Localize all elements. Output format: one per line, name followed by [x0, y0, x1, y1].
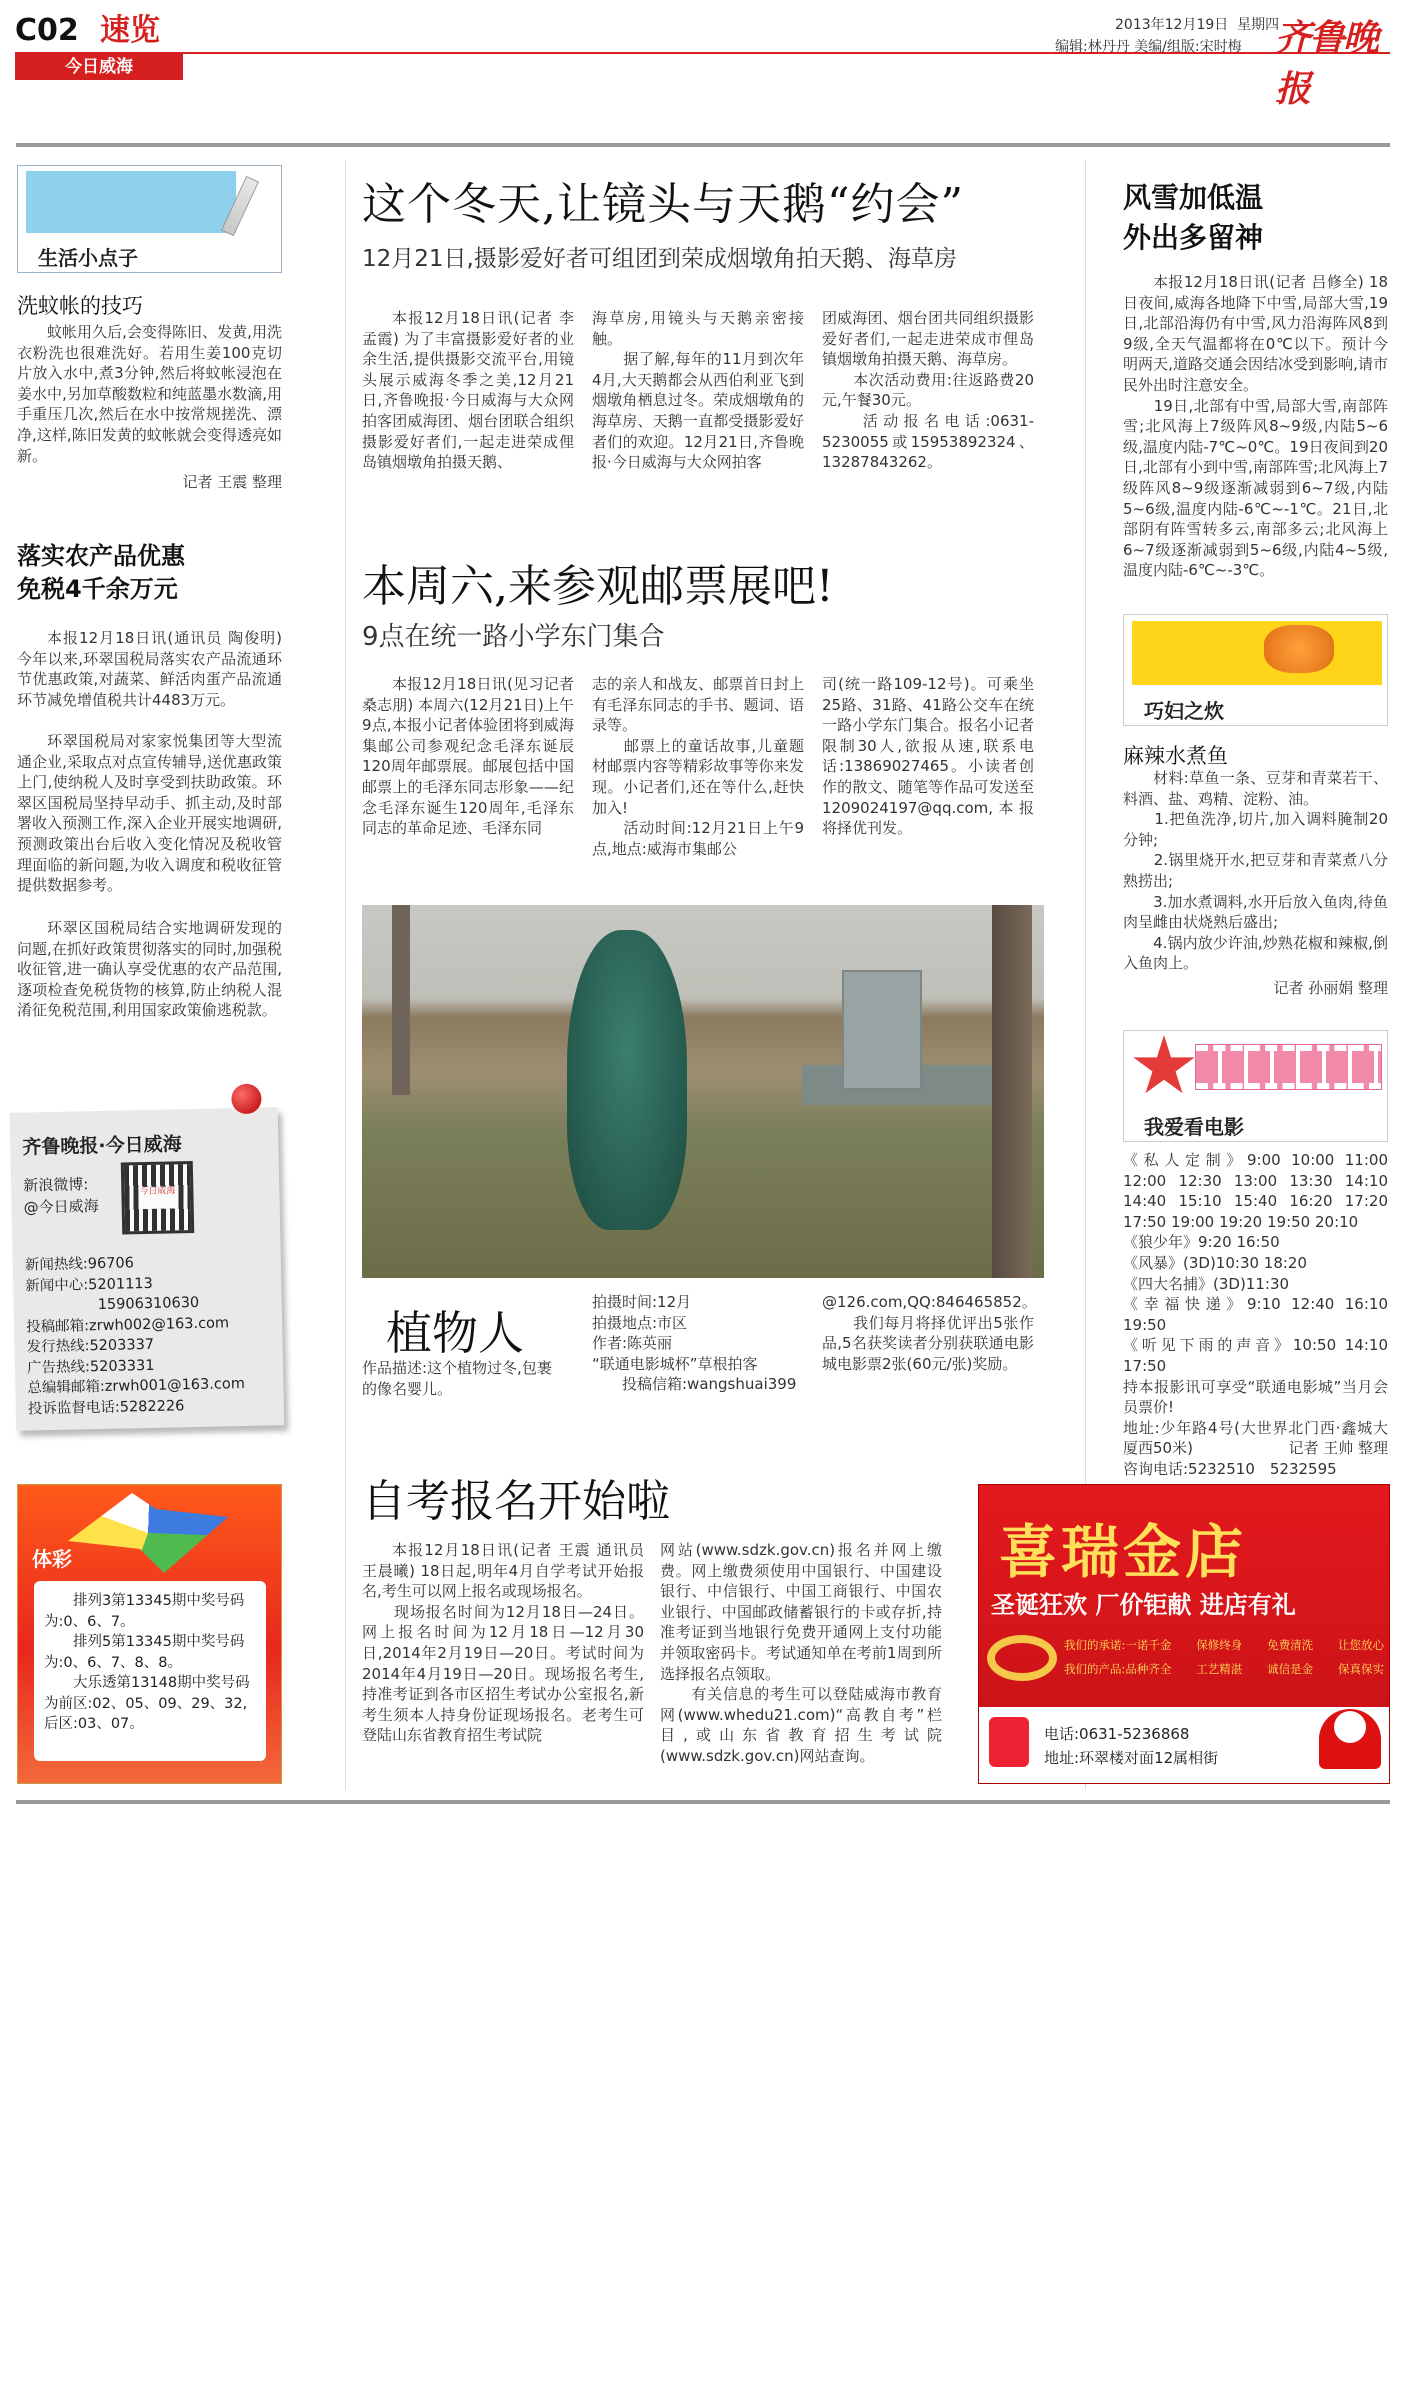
ad-warranty: 保修终身 [1196, 1638, 1243, 1652]
qr-code[interactable] [121, 1161, 194, 1234]
photo-contest: “联通电影城杯”草根拍客 [592, 1354, 758, 1373]
tax-p3: 环翠区国税局结合实地调研发现的问题,在抓好政策贯彻落实的同时,加强税收征管,进一确认享受优惠的农产品范围,逐项检查免税货物的核算,防止纳税人混淆征免税范围,利用国家政策偷逃税款。 [17, 919, 282, 1020]
ad-cleaning: 免费清洗 [1267, 1638, 1314, 1652]
filmstrip-icon [1196, 1045, 1381, 1089]
movie-column-label: 我爱看电影 [1144, 1115, 1244, 1139]
editors: 编辑:林丹丹 美编/组版:宋时梅 [1055, 39, 1242, 55]
contact-line: 总编辑邮箱:zrwh001@163.com [27, 1375, 246, 1397]
tax-p1: 本报12月18日讯(通讯员 陶俊明) 今年以来,环翠国税局落实农产品流通环节优惠政策,对蔬菜、鲜活肉蛋产品流通环节减免增值税共计4483万元。 [17, 629, 282, 709]
subsection-tab: 今日威海 [15, 54, 183, 80]
contact-line: 发行热线:5203337 [26, 1336, 155, 1356]
peanut-icon [1264, 625, 1334, 673]
jewelry-ad[interactable] [978, 1484, 1390, 1784]
ad-row1 [1064, 1637, 1384, 1653]
photo-col3: @126.com,QQ:846465852。 我们每月将择优评出5张作品,5名获奖读者分别获联通电影城电影票2张(60元/张)奖励。 [822, 1293, 1037, 1373]
photo-desc: 作品描述:这个植物过冬,包裹的像名婴儿。 [362, 1359, 552, 1398]
exam-col2: 网站(www.sdzk.gov.cn)报名并网上缴费。网上缴费须使用中国银行、中国建设银行、中信银行、中国工商银行、中国农业银行、中国邮政储蓄银行的卡或存折,持准考证到当地银行免费开通网上支付功能并领取密码卡。考试通知单在考前1周到所选择报名点领取。 有关信息的考生可以登陆威海市教育网(www.whedu21.com)“高教自考”栏目,或山东省教育招生考试院(www.sdzk.gov.cn)网站查询。 [660, 1541, 942, 1765]
ad-assurance: 让您放心 [1338, 1638, 1384, 1652]
weather-body: 本报12月18日讯(记者 吕修全) 18日夜间,威海各地降下中雪,局部大雪,19日,北部沿海仍有中雪,风力沿海阵风8到9级,全天气温都将在0℃以下。预计今明两天,道路交通会因结冰受到影响,请市民外出时注意安全。 19日,北部有中雪,局部大雪,南部阵雪;北风海上7级阵风8~9级,内陆5~6级,温度内陆-7℃~0℃。19日夜间到20日,北部有小到中雪,南部阵雪;北风海上7级阵风8~9级逐渐减弱到6~7级,内陆5~6级,温度内陆-6℃~-1℃。21日,北部阴有阵雪转多云,南部多云;北风海上6~7级逐渐减弱到5~6级,内陆4~5级,温度内陆-6℃~-3℃。 [1123, 273, 1388, 580]
movie-banner [1123, 1030, 1388, 1142]
contact-title: 齐鲁晚报·今日威海 [22, 1133, 182, 1159]
lottery-label: 体彩 [32, 1547, 72, 1571]
stamp-col3: 司(统一路109-12号)。可乘坐25路、31路、41路公交车在统一路小学东门集合。报名小记者限制30人,欲报从速,联系电话:13869027465。小读者创作的散文、随笔等作品可发送至1209024197@qq.com,本报将择优刊发。 [822, 675, 1034, 838]
cook-banner-art [1132, 621, 1382, 685]
tips-banner-art [26, 171, 236, 233]
top-rule [16, 143, 1390, 147]
ad-integrity: 诚信是金 [1267, 1662, 1314, 1676]
ad-promise: 我们的承诺:一诺千金 [1064, 1638, 1172, 1652]
tips-title: 洗蚊帐的技巧 [17, 294, 143, 318]
tax-p2: 环翠国税局对家家悦集团等大型流通企业,采取点对点宣传辅导,送优惠政策上门,使纳税人及时享受到扶助政策。环翠区国税局坚持早动手、抓主动,及时部署收入预测工作,深入企业开展实地调研,预测政策出台后收入变化情况及税收管理面临的新问题,为收入调度和税收征管提供数据参考。 [17, 732, 282, 895]
exam-title: 自考报名开始啦 [362, 1476, 670, 1527]
movie-body: 《私人定制》9:00 10:00 11:00 12:00 12:30 13:00 13:30 14:10 14:40 15:10 15:40 16:20 17:20 17:50 19:00 19:20 19:50 20:10 《狼少年》9:20 16:50 《风暴》(3D)10:30 18:20 《四大名捕》(3D)11:30 《幸福快递》9:10 12:40 16:10 19:50 《听见下雨的声音》10:50 14:10 17:50 持本报影讯可享受“联通电影城”当月会员票价! 地址:少年路4号(大世界北门西·鑫城大厦西50米) 咨询电话:5232510 5232595 [1123, 1151, 1388, 1478]
contact-line: 投诉监督电话:5282226 [27, 1397, 185, 1418]
ad-products: 我们的产品:品种齐全 [1064, 1662, 1172, 1676]
contact-card [10, 1107, 285, 1431]
cook-column-label: 巧妇之炊 [1144, 699, 1224, 723]
photo-email: 投稿信箱:wangshuai399 [622, 1375, 797, 1394]
ad-row2 [1064, 1661, 1384, 1677]
weibo-label: 新浪微博: [23, 1175, 89, 1195]
pushpin-icon [231, 1084, 262, 1115]
qr-label: 今日威海 [138, 1186, 176, 1209]
ad-santa-icon [1319, 1709, 1381, 1769]
ad-craft: 工艺精湛 [1196, 1662, 1243, 1676]
photo-meta [592, 1292, 804, 1395]
photo-tree-right [992, 905, 1032, 1278]
contact-line: 新闻热线:96706 [24, 1255, 135, 1274]
lottery-line: 大乐透第13148期中奖号码为前区:02、05、09、29、32,后区:03、07。 [44, 1675, 250, 1732]
contact-line: 广告热线:5203331 [26, 1357, 155, 1377]
section-name: 速览 [100, 13, 160, 48]
contact-lines [25, 1251, 246, 1420]
page-code: C02 [15, 13, 79, 48]
stamp-col2: 志的亲人和战友、邮票首日封上有毛泽东同志的手书、题词、语录等。 邮票上的童话故事,儿童题材邮票内容等精彩故事等你来发现。小记者们,还在等什么,赶快加入! 活动时间:12月21日上午9点,地点:威海市集邮公 [592, 675, 804, 858]
ad-slogan: 圣诞狂欢 厂价钜献 进店有礼 [991, 1591, 1296, 1619]
stamp-col1: 本报12月18日讯(见习记者 桑志朋) 本周六(12月21日)上午9点,本报小记者体验团将到威海集邮公司参观纪念毛泽东诞辰120周年邮票展。邮展包括中国邮票上的毛泽东同志形象——纪念毛泽东诞生120周年,毛泽东同志的革命足迹、毛泽东同 [362, 675, 574, 838]
cook-banner [1123, 614, 1388, 726]
ad-address: 地址:环翠楼对面12属相街 [1044, 1749, 1219, 1767]
swan-title: 这个冬天,让镜头与天鹅“约会” [362, 179, 964, 230]
plant-photo [362, 905, 1044, 1278]
photo-tree-left [392, 905, 410, 1095]
lottery-box [17, 1484, 282, 1784]
ad-authentic: 保真保实 [1338, 1662, 1384, 1676]
swan-col1: 本报12月18日讯(记者 李孟霞) 为了丰富摄影爱好者的业余生活,提供摄影交流平台,用镜头展示威海冬季之美,12月21日,齐鲁晚报·今日威海与大众网拍客团威海团、烟台团联合组织摄影爱好者们,一起走进荣成俚岛镇烟墩角拍摄天鹅、 [362, 309, 574, 472]
contact-line: 投稿邮箱:zrwh002@163.com [26, 1314, 230, 1336]
weibo-handle: @今日威海 [23, 1197, 99, 1217]
photo-title: 植物人 [386, 1306, 524, 1360]
weather-title: 风雪加低温 外出多留神 [1123, 181, 1264, 254]
photo-time: 拍摄时间:12月 [592, 1293, 692, 1311]
tax-title: 落实农产品优惠 免税4千余万元 [17, 542, 185, 603]
newspaper-logo: 齐鲁晚报 [1275, 17, 1378, 110]
exam-col1: 本报12月18日讯(记者 王震 通讯员 王晨曦) 18日起,明年4月自学考试开始报名,考生可以网上报名或现场报名。 现场报名时间为12月18日—24日。网上报名时间为12月18日—12月30日,2014年2月19日—20日。考试时间为2014年4月19日—20日。现场报名考生,持准考证到各市区招生考试办公室报名,新考生须本人持身份证现场报名。老考生可登陆山东省教育招生考试院 [362, 1541, 644, 1745]
star-icon [1132, 1035, 1196, 1099]
swan-col3: 团威海团、烟台团共同组织摄影爱好者们,一起走进荣成市俚岛镇烟墩角拍摄天鹅、海草房。 本次活动费用:往返路费20元,午餐30元。 活动报名电话:0631-5230055或15953892324、13287843262。 [822, 309, 1034, 472]
lottery-line: 排列5第13345期中奖号码为:0、6、7、8、8。 [44, 1634, 245, 1671]
contact-line: 15906310630 [97, 1294, 200, 1314]
stamp-subtitle: 9点在统一路小学东门集合 [362, 622, 665, 652]
photo-author: 作者:陈英丽 [592, 1334, 673, 1353]
stamp-title: 本周六,来参观邮票展吧! [362, 561, 834, 612]
cook-byline: 记者 孙丽娟 整理 [1273, 979, 1388, 997]
divider-left [345, 160, 346, 1790]
tips-banner [17, 165, 282, 273]
lottery-logo-icon [68, 1493, 228, 1573]
cook-title: 麻辣水煮鱼 [1123, 744, 1228, 768]
tips-column-label: 生活小点子 [38, 246, 138, 270]
photo-wrapped-plant [567, 930, 687, 1230]
ad-ring-icon [987, 1635, 1057, 1681]
bottom-rule [16, 1800, 1390, 1804]
swan-col2: 海草房,用镜头与天鹅亲密接触。 据了解,每年的11月到次年4月,大天鹅都会从西伯利亚飞到烟墩角栖息过冬。荣成烟墩角的海草房、天鹅一直都受摄影爱好者们的欢迎。12月21日,齐鲁晚报·今日威海与大众网拍客 [592, 309, 804, 472]
photo-cabinet [842, 970, 922, 1090]
issue-date: 2013年12月19日 星期四 [1115, 17, 1280, 33]
ad-phone: 电话:0631-5236868 [1044, 1725, 1190, 1743]
ad-brand: 喜瑞金店 [999, 1518, 1248, 1586]
movie-byline: 记者 王帅 整理 [1288, 1439, 1388, 1457]
cook-body: 材料:草鱼一条、豆芽和青菜若干、料酒、盐、鸡精、淀粉、油。 1.把鱼洗净,切片,加入调料腌制20分钟; 2.锅里烧开水,把豆芽和青菜煮八分熟捞出; 3.加水煮调料,水开后放入鱼肉,待鱼肉呈雌由状烧熟后盛出; 4.锅内放少许油,炒熟花椒和辣椒,倒入鱼肉上。 [1123, 769, 1388, 973]
contact-line: 新闻中心:5201113 [25, 1275, 153, 1295]
tips-body: 蚊帐用久后,会变得陈旧、发黄,用洗衣粉洗也很难洗好。若用生姜100克切片放入水中,煮3分钟,然后将蚊帐浸泡在姜水中,另加草酸数粒和纯蓝墨水数滴,用手重压几次,然后在水中按常规搓洗、漂净,这样,陈旧发黄的蚊帐就会变得透亮如新。 [17, 323, 282, 465]
swan-subtitle: 12月21日,摄影爱好者可组团到荣成烟墩角拍天鹅、海草房 [362, 246, 957, 272]
lottery-panel [34, 1581, 266, 1761]
lottery-line: 排列3第13345期中奖号码为:0、6、7。 [44, 1593, 245, 1630]
ad-info-panel [979, 1707, 1389, 1783]
ad-gift-icon [989, 1717, 1029, 1767]
tips-byline: 记者 王震 整理 [182, 473, 282, 491]
photo-place: 拍摄地点:市区 [592, 1313, 688, 1332]
